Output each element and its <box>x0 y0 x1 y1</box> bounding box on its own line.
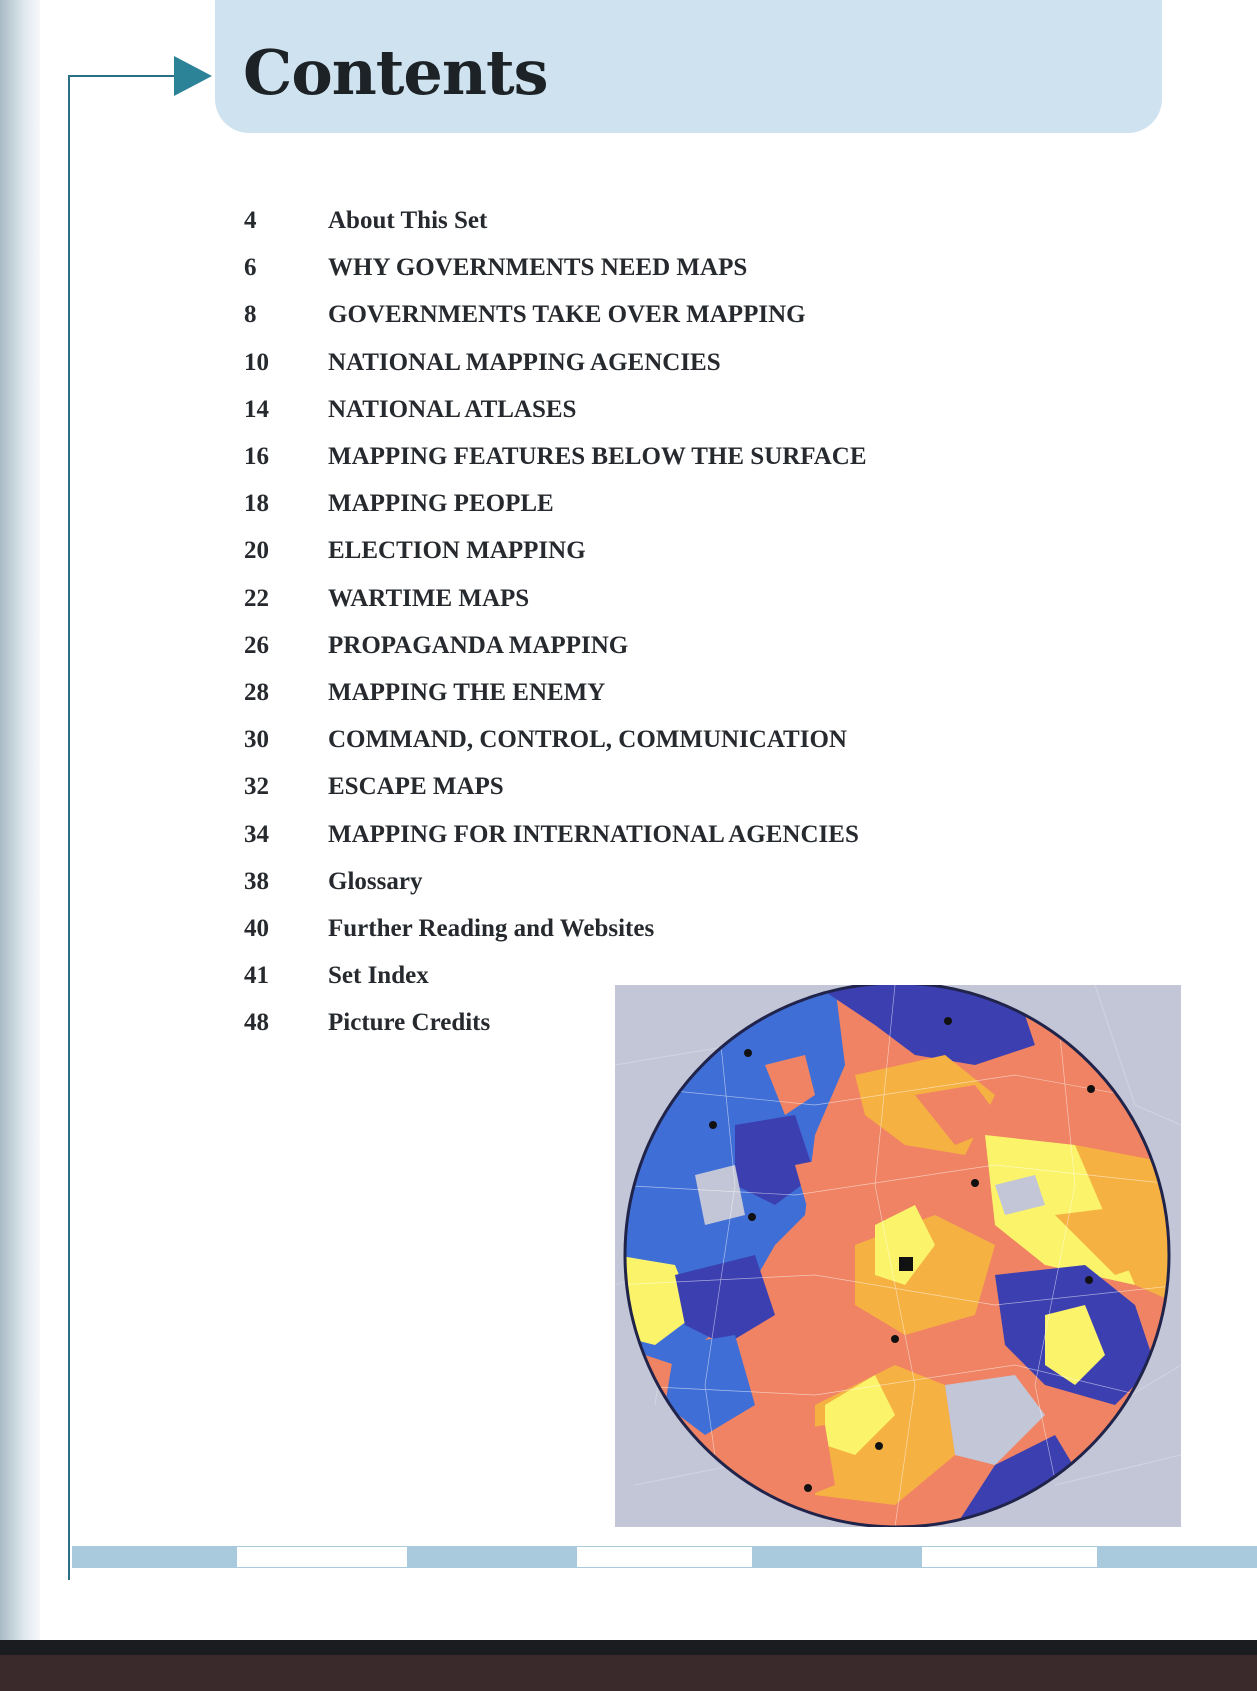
toc-title: NATIONAL ATLASES <box>328 396 577 423</box>
toc-page-number: 8 <box>244 301 257 328</box>
toc-title: WARTIME MAPS <box>328 585 530 612</box>
toc-title: NATIONAL MAPPING AGENCIES <box>328 349 721 376</box>
toc-title: ESCAPE MAPS <box>328 773 504 800</box>
horizontal-rule <box>68 75 178 77</box>
toc-page-number: 16 <box>244 443 269 470</box>
toc-title: COMMAND, CONTROL, COMMUNICATION <box>328 726 847 753</box>
arrow-right-icon <box>174 56 212 96</box>
decorative-stripe-bar <box>72 1546 1257 1568</box>
toc-page-number: 4 <box>244 207 257 234</box>
toc-title: MAPPING FOR INTERNATIONAL AGENCIES <box>328 821 859 848</box>
toc-page-number: 30 <box>244 726 269 753</box>
toc-title: Picture Credits <box>328 1009 491 1036</box>
toc-title: MAPPING FEATURES BELOW THE SURFACE <box>328 443 867 470</box>
toc-title: MAPPING PEOPLE <box>328 490 554 517</box>
choropleth-map-icon <box>615 985 1181 1527</box>
toc-page-number: 32 <box>244 773 269 800</box>
toc-page-number: 48 <box>244 1009 269 1036</box>
toc-title: PROPAGANDA MAPPING <box>328 632 629 659</box>
toc-page-number: 28 <box>244 679 269 706</box>
toc-page-number: 26 <box>244 632 269 659</box>
toc-page-number: 38 <box>244 868 269 895</box>
toc-page-number: 40 <box>244 915 269 942</box>
toc-title: Set Index <box>328 962 429 989</box>
page-title: Contents <box>243 36 548 109</box>
toc-title: GOVERNMENTS TAKE OVER MAPPING <box>328 301 806 328</box>
toc-title: MAPPING THE ENEMY <box>328 679 606 706</box>
toc-page-number: 18 <box>244 490 269 517</box>
map-illustration <box>615 985 1181 1527</box>
toc-title: About This Set <box>328 207 488 234</box>
toc-title: WHY GOVERNMENTS NEED MAPS <box>328 254 748 281</box>
toc-page-number: 20 <box>244 537 269 564</box>
toc-title: Glossary <box>328 868 423 895</box>
toc-page-number: 41 <box>244 962 269 989</box>
page-bottom-edge <box>0 1640 1257 1691</box>
toc-page-number: 10 <box>244 349 269 376</box>
toc-page-number: 34 <box>244 821 269 848</box>
toc-title: Further Reading and Websites <box>328 915 655 942</box>
toc-title: ELECTION MAPPING <box>328 537 586 564</box>
toc-page-number: 6 <box>244 254 257 281</box>
toc-page-number: 14 <box>244 396 269 423</box>
vertical-rule <box>68 75 70 1580</box>
book-spine-shadow <box>0 0 40 1691</box>
toc-page-number: 22 <box>244 585 269 612</box>
